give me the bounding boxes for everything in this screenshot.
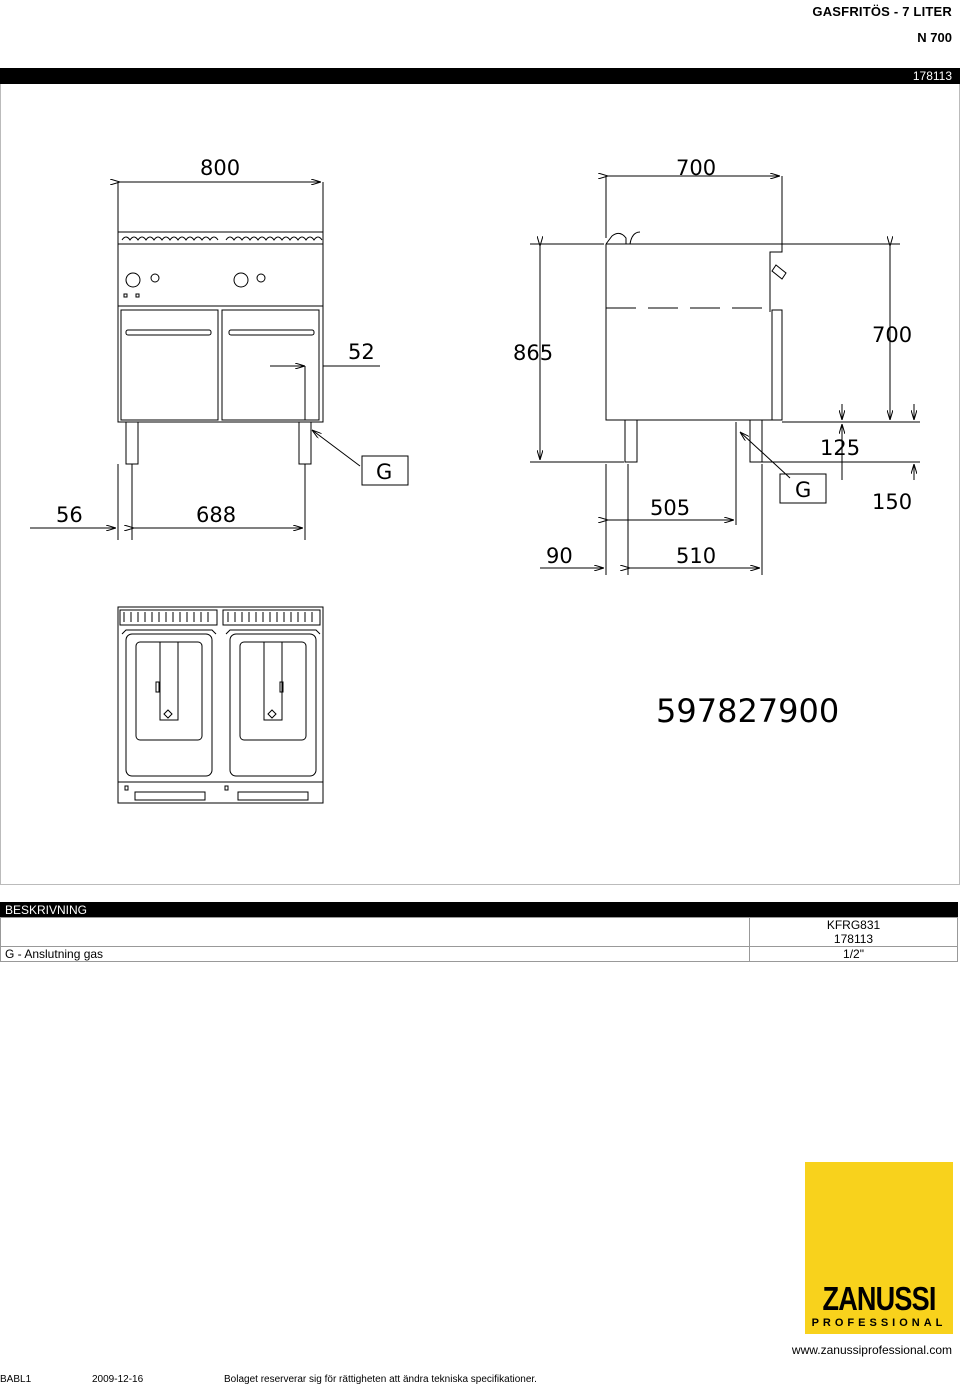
footer-disclaimer: Bolaget reserverar sig för rättigheten att ändra tekniska specifikationer. <box>224 1374 537 1385</box>
code-bar <box>0 68 960 84</box>
gas-label-side: G <box>795 478 812 502</box>
dim-front-688: 688 <box>196 503 237 527</box>
side-view <box>530 176 920 575</box>
dim-front-52: 52 <box>348 340 375 364</box>
top-view <box>118 607 323 803</box>
dim-front-width: 800 <box>200 156 241 180</box>
dim-side-125: 125 <box>820 436 861 460</box>
gas-label-front: G <box>376 460 393 484</box>
brand-logo <box>805 1162 953 1334</box>
dim-front-56: 56 <box>56 503 83 527</box>
footer-date: 2009-12-16 <box>92 1374 144 1385</box>
description-bar <box>0 902 958 917</box>
website-link[interactable]: www.zanussiprofessional.com <box>791 1343 952 1357</box>
model-cell <box>750 918 958 947</box>
row-value: 1/2" <box>750 947 958 962</box>
dim-side-width: 700 <box>676 156 717 180</box>
series-label: N 700 <box>917 30 952 45</box>
document-title: GASFRITÖS - 7 LITER <box>812 4 952 19</box>
dim-side-865: 865 <box>513 341 554 365</box>
dim-side-505: 505 <box>650 496 691 520</box>
footer-ref: BABL1 <box>0 1374 32 1385</box>
brand-name: ZANUSSI <box>822 1280 936 1317</box>
dim-side-150: 150 <box>872 490 913 514</box>
description-header: BESKRIVNING <box>5 903 88 917</box>
product-code: 178113 <box>912 69 952 83</box>
dim-side-700: 700 <box>872 323 913 347</box>
technical-drawing <box>0 84 958 884</box>
brand-sub: PROFESSIONAL <box>811 1317 947 1329</box>
model-name: KFRG831 <box>826 918 881 932</box>
model-code: 178113 <box>833 932 874 946</box>
part-number: 597827900 <box>656 692 840 730</box>
dim-side-90: 90 <box>546 544 573 568</box>
description-table <box>0 917 958 962</box>
dim-side-510: 510 <box>676 544 717 568</box>
row-label: G - Anslutning gas <box>1 947 750 962</box>
